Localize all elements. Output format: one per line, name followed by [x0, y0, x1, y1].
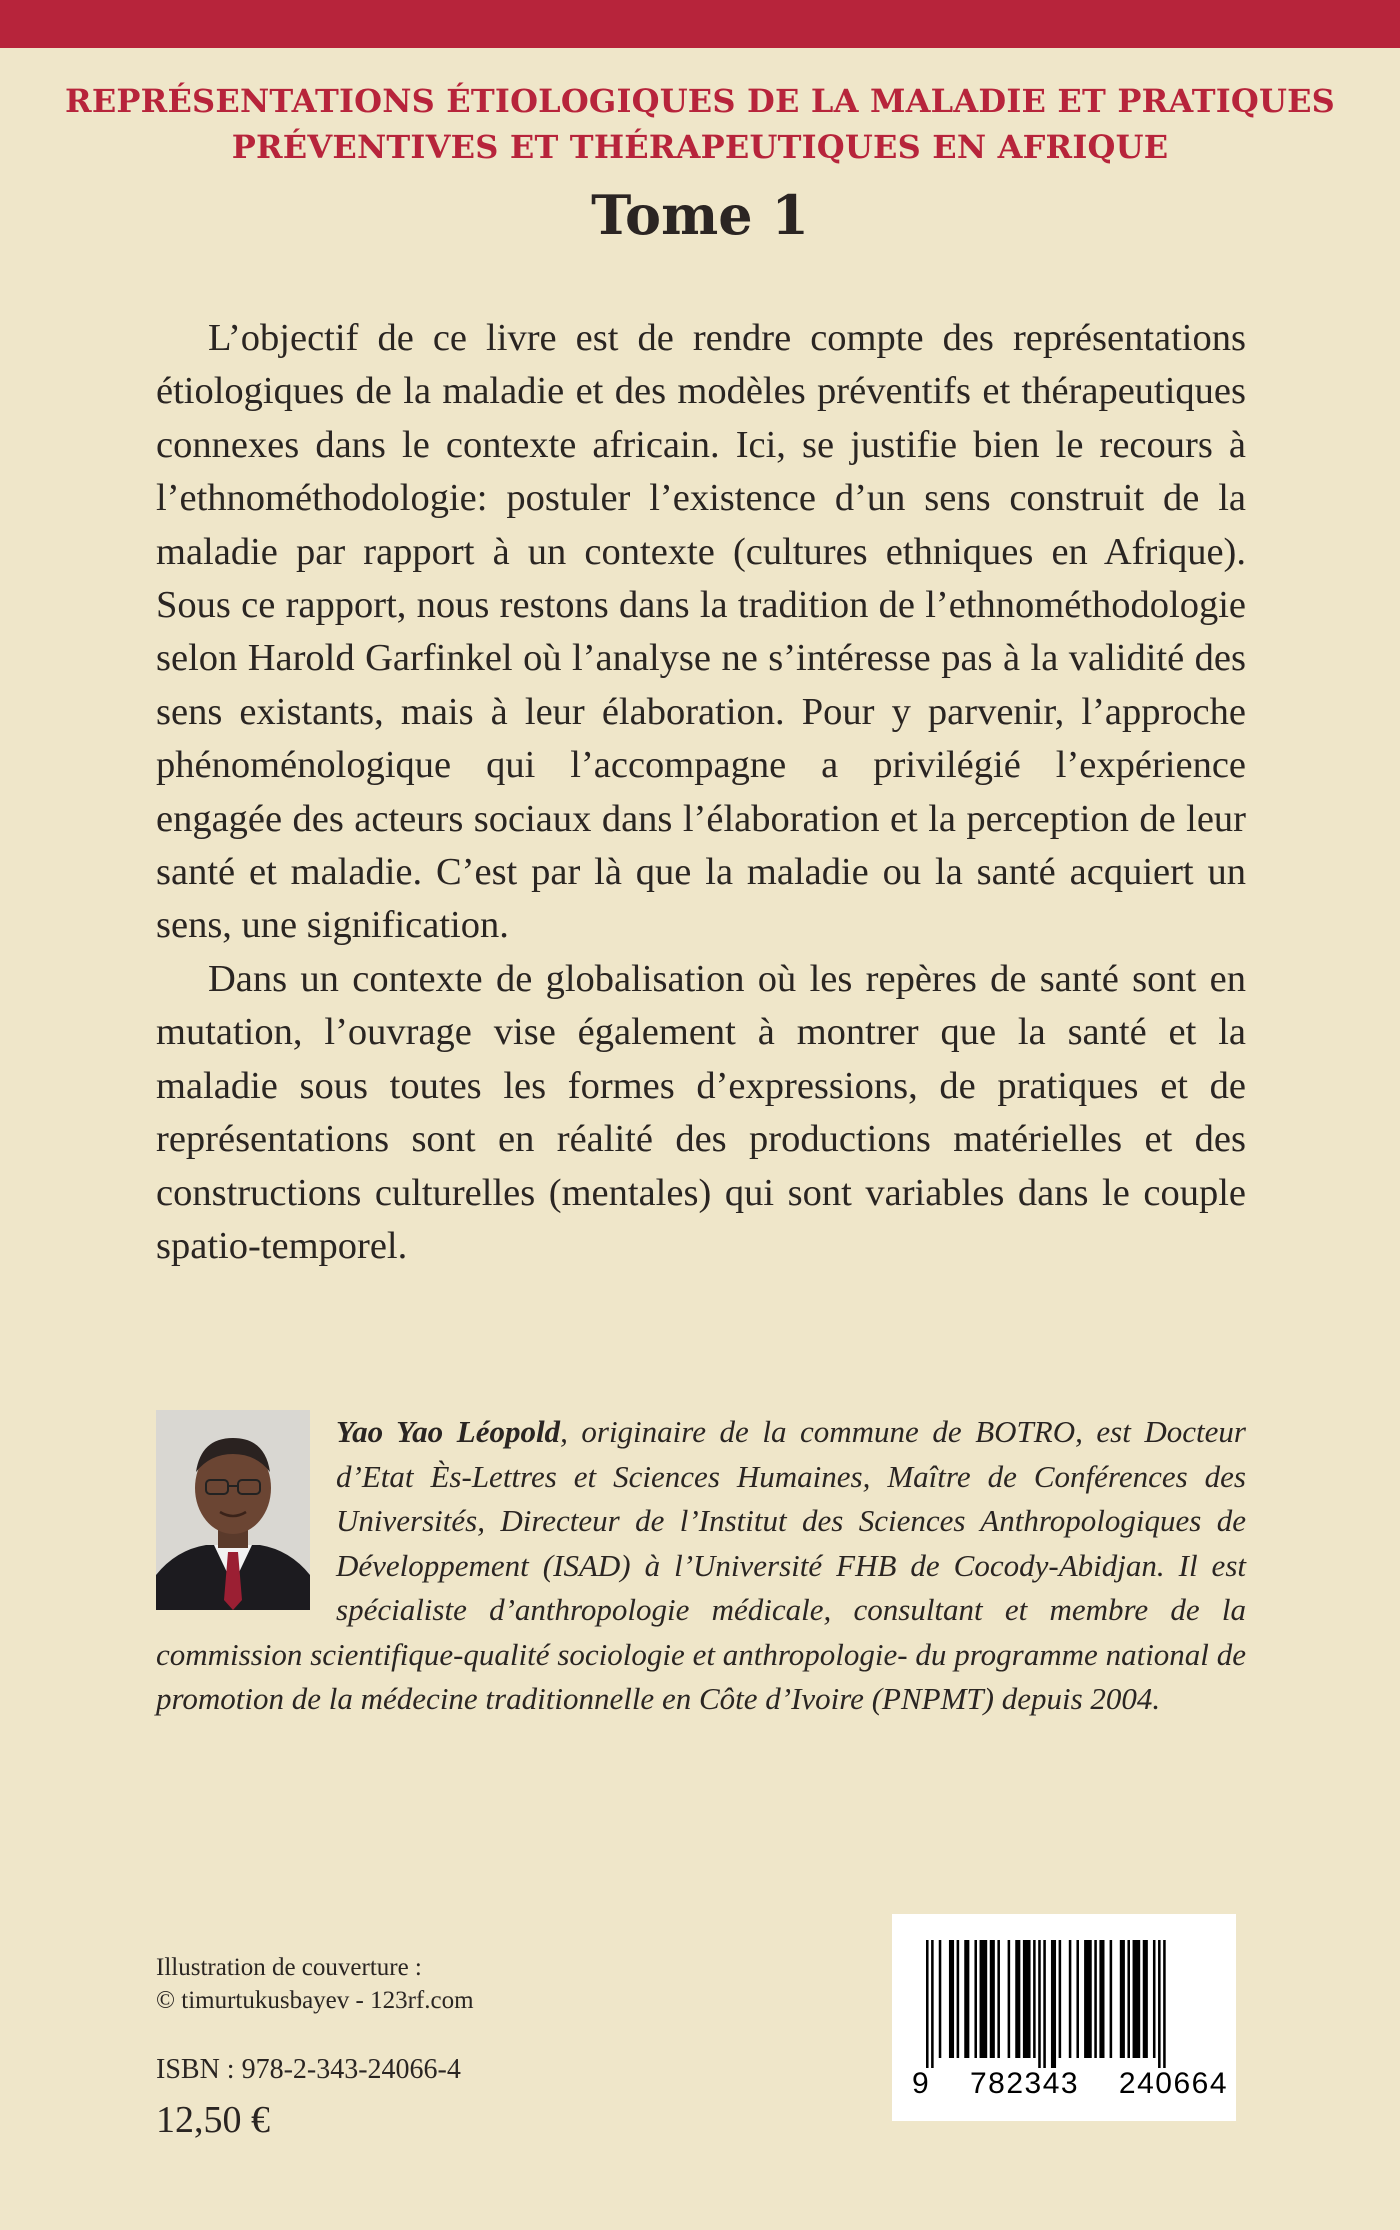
summary-paragraph-1: L’objectif de ce livre est de rendre compte des représentations étiologiques de la maladie et des modèles préventifs et thérapeutiques connexes dans le contexte africain. Ici, se justifie bien le recours à l’ethnométhodologie: postuler l’existence d’un sens construit de la maladie par rapport à un contexte (cultures ethniques en Afrique). Sous ce rapport, nous restons dans la tradition de l’ethnométhodologie selon Harold Garfinkel où l’analyse ne s’intéresse pas à la validité des sens existants, mais à leur élaboration. Pour y parvenir, l’approche phénoménologique qui l’accompagne a privilégié l’expérience engagée des acteurs sociaux dans l’élaboration et la perception de leur santé et maladie. C’est par là que la maladie ou la santé acquiert un sens, une signification. [156, 317, 1246, 947]
barcode-bar [1163, 1940, 1166, 2068]
author-photo [156, 1410, 310, 1610]
barcode-bar [1059, 1940, 1062, 2058]
barcode-bar [939, 1940, 942, 2058]
author-name: Yao Yao Léopold [336, 1414, 561, 1449]
barcode-bar [1051, 1940, 1056, 2068]
barcode-bar [1023, 1940, 1031, 2058]
barcode-bar [949, 1940, 954, 2058]
barcode-bar [957, 1940, 960, 2058]
barcode-bar [1076, 1940, 1079, 2058]
isbn: ISBN : 978-2-343-24066-4 [156, 2054, 461, 2085]
barcode-bar [1094, 1940, 1097, 2058]
barcode-group-1: 782343 [969, 2067, 1080, 2100]
barcode-bar [1084, 1940, 1092, 2058]
barcode-bar [990, 1940, 995, 2058]
summary-paragraph-2: Dans un contexte de globalisation où les repères de santé sont en mutation, l’ouvrage vise également à montrer que la santé et la maladie sous toutes les formes d’expressions, de pratiques et de représentations sont en réalité des productions matérielles et des constructions culturelles (mentales) qui sont variables dans le couple spatio-temporel. [156, 957, 1246, 1267]
top-color-band [0, 0, 1400, 48]
barcode-bar [1099, 1940, 1104, 2058]
author-portrait-image [156, 1410, 310, 1610]
barcode-bar [980, 1940, 988, 2058]
barcode-bar [1110, 1940, 1113, 2058]
barcode-bar [1015, 1940, 1020, 2058]
credit-line-1: Illustration de couverture : [156, 1954, 422, 1981]
barcode-bar [1069, 1940, 1072, 2058]
barcode-bar [1008, 1940, 1011, 2058]
title-block [60, 78, 1340, 250]
barcode-bar [1120, 1940, 1125, 2058]
barcode-bar [1158, 1940, 1161, 2068]
author-bio-text: , originaire de la commune de BOTRO, est Docteur d’Etat Ès-Lettres et Sciences Humaines, Maître de Conférences des Universités, Directeur de l’Institut des Sciences Anthropologiques de Développement (ISAD) à l’Université FHB de Cocody-Abidjan. Il est spécialiste d’anthropologie médicale, consultant et membre de la commission scientifique-qualité sociologie et anthropologie- du programme national de promotion de la médecine traditionnelle en Côte d’Ivoire (PNPMT) depuis 2004. [156, 1414, 1246, 1716]
barcode-digits [912, 2067, 1228, 2101]
barcode-bar [974, 1940, 977, 2058]
barcode-bar [997, 1940, 1000, 2058]
barcode-bar [1133, 1940, 1141, 2058]
barcode-bar [926, 1940, 929, 2068]
book-title-line-1: REPRÉSENTATIONS ÉTIOLOGIQUES DE LA MALADIE ET PRATIQUES [65, 82, 1335, 120]
price: 12,50 € [156, 2099, 270, 2141]
barcode-bar [1127, 1940, 1130, 2058]
barcode-bar [964, 1940, 969, 2058]
barcode-group-2: 240664 [1118, 2067, 1228, 2100]
cover-illustration-credit [156, 1951, 474, 2017]
barcode-bar [1043, 1940, 1046, 2068]
book-title-line-2: PRÉVENTIVES ET THÉRAPEUTIQUES EN AFRIQUE [231, 128, 1169, 166]
barcode-bar [1153, 1940, 1156, 2058]
barcode-first-digit: 9 [912, 2067, 931, 2100]
author-biography [156, 1410, 1246, 1722]
barcode-bars [918, 1940, 1210, 2070]
barcode [892, 1914, 1236, 2121]
barcode-bar [1038, 1940, 1041, 2068]
author-block [156, 1410, 1246, 1722]
barcode-bar [931, 1940, 934, 2068]
tome-label: Tome 1 [591, 183, 809, 247]
barcode-bar [1033, 1940, 1036, 2058]
barcode-bar [1143, 1940, 1148, 2058]
credit-line-2: © timurtukusbayev - 123rf.com [156, 1987, 474, 2014]
back-cover-summary [156, 312, 1246, 1273]
